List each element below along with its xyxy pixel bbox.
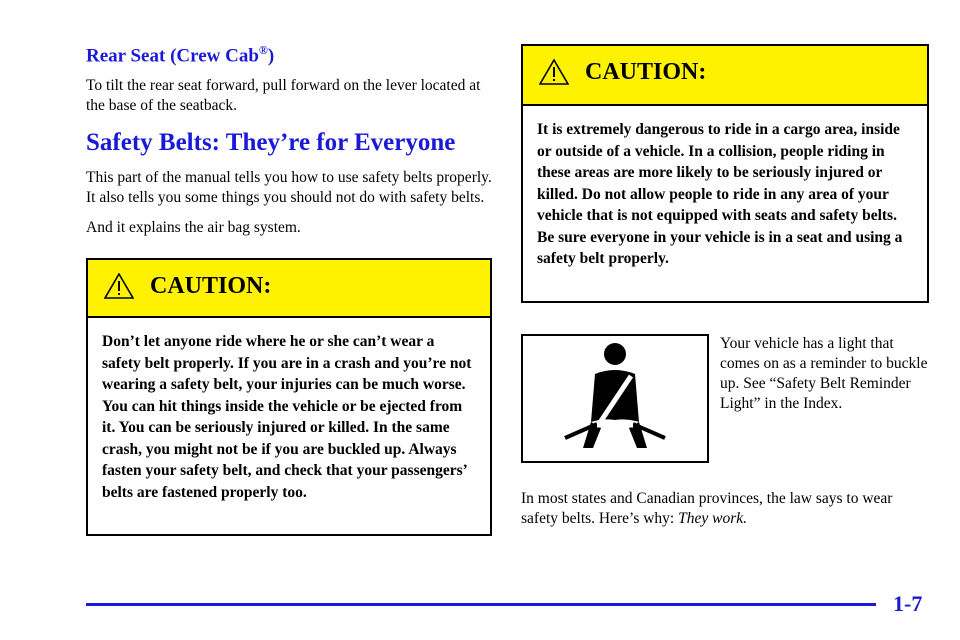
intro-paragraph-1: This part of the manual tells you how to use safety belts properly. It also tells you some things you should not do with safety belts. bbox=[86, 169, 492, 207]
belt-reminder-figure bbox=[521, 334, 709, 463]
belt-reminder-text: Your vehicle has a light that comes on as a reminder to buckle up. See “Safety Belt Reminder Light” in the Index. bbox=[720, 335, 928, 412]
law-text: In most states and Canadian provinces, the law says to wear safety belts. Here’s why: They work. bbox=[521, 490, 893, 527]
rear-seat-text: To tilt the rear seat forward, pull forward on the lever located at the base of the seatback. bbox=[86, 77, 481, 115]
page-number: 1-7 bbox=[893, 591, 923, 616]
caution-box-right bbox=[521, 44, 929, 303]
rear-seat-heading: Rear Seat (Crew Cab®) bbox=[86, 43, 275, 67]
right-column bbox=[521, 44, 929, 303]
safety-belt-reminder-icon bbox=[523, 336, 707, 461]
caution-body: Don’t let anyone ride where he or she can’t wear a safety belt properly. If you are in a crash and you’re not wearing a safety belt, your injuries can be much worse. You can hit things inside the vehicle or be ejected from it. You can be seriously injured or killed. In the same crash, you might not be if you are buckled up. Always fasten your safety belt, and check that your passengers’ belts are fastened properly too. bbox=[102, 333, 472, 501]
caution-body: It is extremely dangerous to ride in a cargo area, inside or outside of a vehicle. In a collision, people riding in these areas are more likely to be seriously injured or killed. Do not allow people to ride in any area of your vehicle that is not equipped with seats and safety belts. Be sure everyone in your vehicle is in a seat and using a safety belt properly. bbox=[537, 121, 903, 267]
warning-triangle-icon bbox=[104, 273, 134, 299]
caution-box-left bbox=[86, 258, 492, 536]
caution-title: CAUTION: bbox=[150, 273, 272, 300]
caution-header bbox=[88, 260, 490, 318]
caution-title: CAUTION: bbox=[585, 59, 707, 85]
footer-rule bbox=[86, 603, 876, 606]
left-column bbox=[86, 38, 494, 536]
warning-triangle-icon bbox=[539, 59, 569, 85]
intro-paragraph-2: And it explains the air bag system. bbox=[86, 219, 301, 237]
caution-header bbox=[523, 46, 927, 106]
section-heading: Safety Belts: They’re for Everyone bbox=[86, 129, 456, 157]
